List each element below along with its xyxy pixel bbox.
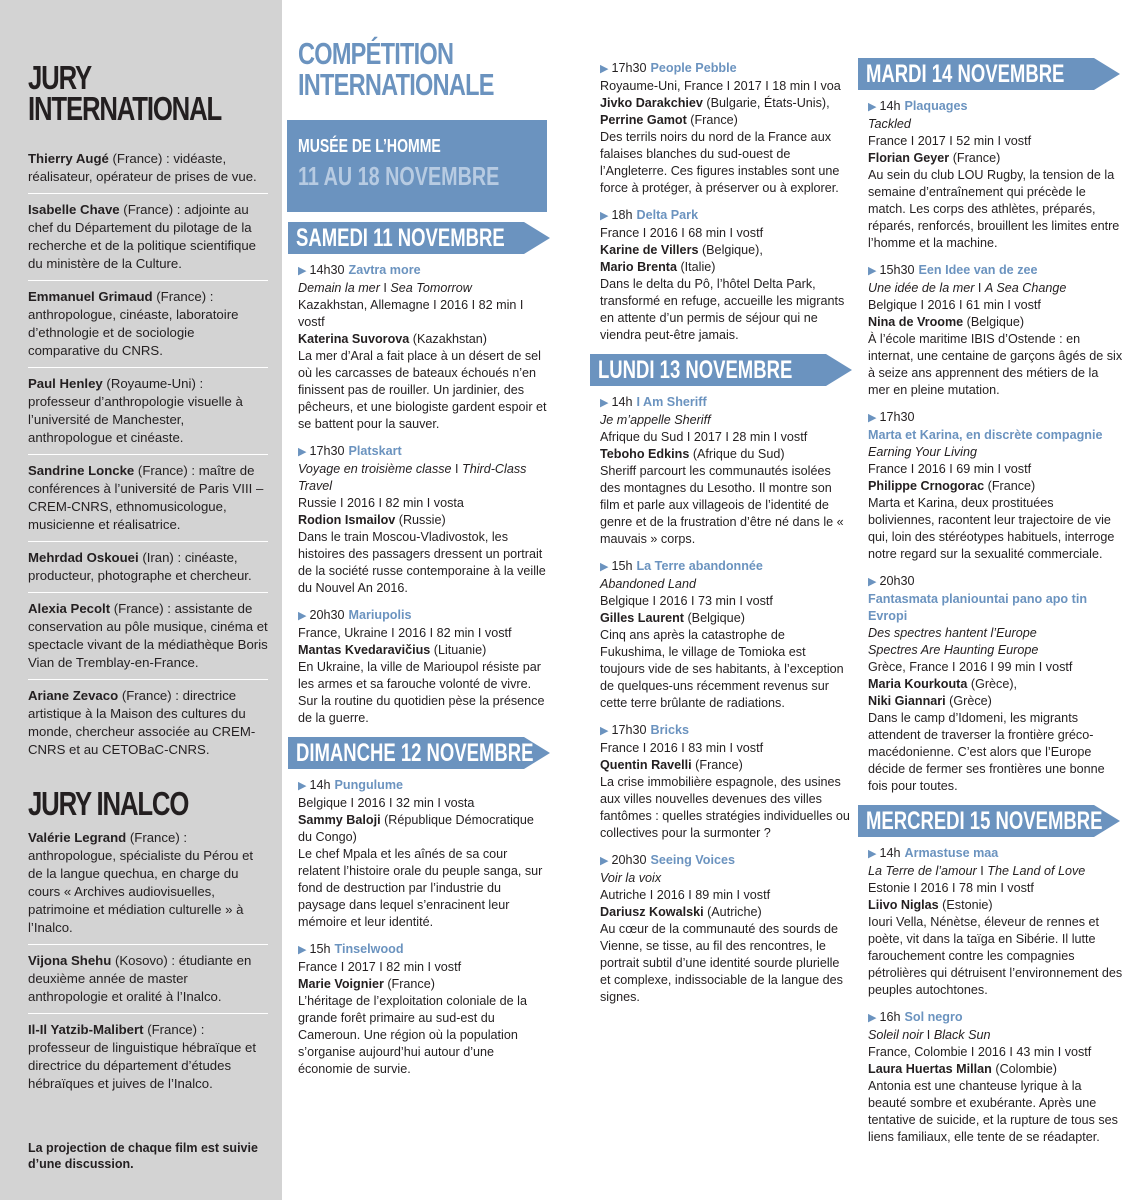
director-name: Mario Brenta (600, 260, 677, 274)
director-country: (Belgique), (698, 243, 763, 257)
film-header (298, 262, 548, 280)
film-synopsis: Dans le camp d’Idomeni, les migrants attendent de traverser la frontière gréco-macédonienne. C’est alors que l’Europe décide de fermer ses frontières une bonne fois pour toutes. (868, 711, 1105, 793)
film-alt-title-en: The Land of Love (987, 864, 1086, 878)
director-country: (Estonie) (938, 898, 993, 912)
film-time: 18h (611, 208, 633, 222)
film-time: 15h (309, 942, 331, 956)
film-synopsis: Dans le delta du Pô, l’hôtel Delta Park, transformé en refuge, accueille les migrants en attente d’un permis de séjour qui ne viendra peut-être jamais. (600, 277, 845, 342)
jury-member-description: (France) : anthropologue, cinéaste, laboratoire d’ethnologie et de sociologie comparative du CNRS. (28, 289, 239, 358)
film-alt-title-fr: Soleil noir (868, 1028, 924, 1042)
film-time: 16h (879, 1010, 901, 1024)
jury-international-title: JURY INTERNATIONAL (28, 59, 222, 127)
director-name: Laura Huertas Millan (868, 1062, 992, 1076)
film-entry[interactable] (298, 262, 548, 433)
film-alt-title-fr: Des spectres hantent l’Europe (868, 626, 1037, 640)
film-synopsis: Marta et Karina, deux prostituées boliviennes, racontent leur trajectoire de vie qui, loin des stéréotypes habituels, interroge notre regard sur la sexualité commerciale. (868, 496, 1115, 561)
jury-sidebar-content (28, 59, 268, 1100)
film-title[interactable]: I Am Sheriff (636, 395, 707, 409)
film-meta: Afrique du Sud I 2017 I 28 min I vostf (600, 430, 808, 444)
film-header (600, 558, 850, 576)
film-director (600, 95, 850, 112)
play-arrow-icon: ▶ (600, 561, 609, 573)
film-entry[interactable] (868, 98, 1123, 252)
film-meta: Kazakhstan, Allemagne I 2016 I 82 min I vostf (298, 298, 524, 329)
director-country: (Lituanie) (430, 643, 487, 657)
schedule-column-2 (600, 60, 850, 1016)
film-time: 17h30 (611, 61, 647, 75)
film-alt-titles (600, 576, 850, 593)
director-name: Sammy Baloji (298, 813, 381, 827)
director-name: Perrine Gamot (600, 113, 687, 127)
film-alt-title-en: Third-Class Travel (298, 462, 527, 493)
film-title[interactable]: Sol negro (904, 1010, 963, 1024)
film-director (298, 331, 548, 348)
film-header (298, 941, 548, 959)
film-time: 17h30 (879, 410, 915, 424)
jury-member (28, 680, 268, 766)
film-director (600, 259, 850, 276)
venue-name: MUSÉE DE L’HOMME (298, 136, 441, 156)
film-meta: Belgique I 2016 I 73 min I vostf (600, 594, 773, 608)
film-meta: France, Ukraine I 2016 I 82 min I vostf (298, 626, 512, 640)
title-separator: I (974, 281, 985, 295)
film-director (298, 976, 548, 993)
film-meta: France I 2016 I 68 min I vostf (600, 226, 764, 240)
director-name: Gilles Laurent (600, 611, 684, 625)
film-meta: France I 2016 I 69 min I vostf (868, 462, 1032, 476)
film-synopsis: L’héritage de l’exploitation coloniale de la grande forêt primaire au sud-est du Cameroun. Une région où la population s’organise aujourd’hui autour d’une économie de survie. (298, 994, 527, 1076)
film-time: 14h30 (309, 263, 345, 277)
film-time: 17h30 (611, 723, 647, 737)
jury-member-name: Alexia Pecolt (28, 601, 111, 616)
film-time: 15h30 (879, 263, 915, 277)
director-name: Jivko Darakchiev (600, 96, 703, 110)
jury-member-name: Ariane Zevaco (28, 688, 119, 703)
film-header (298, 443, 548, 461)
film-alt-title-fr: Voir la voix (600, 871, 662, 885)
film-alt-titles (298, 280, 548, 297)
film-meta: Grèce, France I 2016 I 99 min I vostf (868, 660, 1073, 674)
director-country: (Belgique) (963, 315, 1025, 329)
jury-member (28, 593, 268, 680)
play-arrow-icon: ▶ (298, 780, 307, 792)
film-synopsis: Antonia est une chanteuse lyrique à la beauté sombre et exubérante. Après une tentative de suicide, et la rupture de tous ses liens familiaux, elle tente de se réadapter. (868, 1079, 1118, 1144)
jury-member-description: (France) : professeur de linguistique hébraïque et directrice du département d’études hébraïques et juives de l’Inalco. (28, 1022, 257, 1091)
director-name: Philippe Crnogorac (868, 479, 985, 493)
jury-member (28, 542, 268, 593)
film-director (298, 812, 548, 846)
film-meta: France I 2017 I 52 min I vostf (868, 134, 1032, 148)
film-synopsis: Iouri Vella, Nénètse, éleveur de rennes et poète, vit dans la taïga en Sibérie. Il lutte farouchement contre les compagnies pétrolières qui détruisent l’environnement des peuples autochtones. (868, 915, 1123, 997)
film-synopsis: La mer d’Aral a fait place à un désert de sel où les carcasses de bateaux échoués n’en finissent pas de rouiller. Un jardinier, des pêcheurs, et une biologiste gardent espoir et se battent pour la sauver. (298, 349, 547, 431)
director-country: (Kazakhstan) (409, 332, 487, 346)
film-director (600, 446, 850, 463)
film-synopsis: Dans le train Moscou-Vladivostok, les histoires des passagers dressent un portrait de la société russe contemporaine à la veille du Nouvel An 2016. (298, 530, 546, 595)
director-country: (Bulgarie, États-Unis), (702, 96, 830, 110)
film-synopsis: En Ukraine, la ville de Marioupol résiste par les armes et sa farouche volonté de vivre. Sur la routine du quotidien pèse la présence de la guerre. (298, 660, 545, 725)
jury-member-name: Emmanuel Grimaud (28, 289, 153, 304)
film-meta: Royaume-Uni, France I 2017 I 18 min I voa (600, 79, 841, 93)
film-entry[interactable] (600, 558, 850, 712)
play-arrow-icon: ▶ (600, 397, 609, 409)
jury-member-name: Sandrine Loncke (28, 463, 135, 478)
film-alt-title-en: Sea Tomorrow (390, 281, 472, 295)
film-alt-title-en: Black Sun (933, 1028, 991, 1042)
film-director (298, 642, 548, 659)
director-name: Katerina Suvorova (298, 332, 410, 346)
play-arrow-icon: ▶ (868, 1012, 877, 1024)
film-synopsis: Au cœur de la communauté des sourds de Vienne, se tisse, au fil des rencontres, le portrait subtil d’une identité sourde plurielle et complexe, indissociable de la langue des signes. (600, 922, 843, 1004)
play-arrow-icon: ▶ (868, 101, 877, 113)
jury-member-name: Thierry Augé (28, 151, 109, 166)
film-entry[interactable] (868, 845, 1123, 999)
film-time: 14h (879, 846, 901, 860)
director-name: Marie Voignier (298, 977, 384, 991)
film-time: 17h30 (309, 444, 345, 458)
jury-member-description: (France) : maître de conférences à l’université de Paris VIII – CREM-CNRS, ethnomusicologue, musicienne et réalisatrice. (28, 463, 264, 532)
title-separator: I (451, 462, 463, 476)
film-alt-title-en: A Sea Change (984, 281, 1067, 295)
film-alt-titles (868, 280, 1123, 297)
film-time: 15h (611, 559, 633, 573)
jury-member (28, 150, 268, 194)
film-synopsis: À l’école maritime IBIS d’Ostende : en internat, une centaine de garçons âgés de six à seize ans apprennent des métiers de la mer en pleine mutation. (868, 332, 1123, 397)
film-header (868, 1009, 1123, 1027)
play-arrow-icon: ▶ (298, 610, 307, 622)
day-header-sunday: DIMANCHE 12 NOVEMBRE (288, 737, 548, 769)
film-entry[interactable] (600, 207, 850, 344)
jury-member (28, 455, 268, 542)
title-separator: I (923, 1028, 934, 1042)
film-entry[interactable] (600, 852, 850, 1006)
jury-member-description: (France) : vidéaste, réalisateur, opérateur de prises de vue. (28, 151, 257, 184)
play-arrow-icon: ▶ (868, 848, 877, 860)
film-alt-titles (298, 461, 548, 495)
director-country: (Grèce) (945, 694, 992, 708)
director-country: (Autriche) (703, 905, 762, 919)
director-name: Karine de Villers (600, 243, 699, 257)
film-header (298, 777, 548, 795)
film-time: 14h (879, 99, 901, 113)
jury-sidebar (0, 0, 282, 1200)
film-title[interactable]: La Terre abandonnée (636, 559, 763, 573)
film-synopsis: Des terrils noirs du nord de la France aux falaises blanches du sud-ouest de l’Angleterre. Ces figures instables sont une force à protéger, à préserver ou à explorer. (600, 130, 840, 195)
title-separator: I (379, 281, 391, 295)
film-header (868, 262, 1123, 280)
film-title[interactable]: Mariupolis (348, 608, 412, 622)
director-name: Quentin Ravelli (600, 758, 692, 772)
film-title[interactable]: Zavtra more (348, 263, 421, 277)
jury-member (28, 194, 268, 281)
director-country: (Grèce), (967, 677, 1018, 691)
film-header (600, 722, 850, 740)
film-entry[interactable] (868, 262, 1123, 399)
schedule-column-1 (298, 38, 548, 1088)
play-arrow-icon: ▶ (600, 725, 609, 737)
film-meta: Estonie I 2016 I 78 min I vostf (868, 881, 1034, 895)
film-title[interactable]: Marta et Karina, en discrète compagnie (868, 428, 1103, 442)
day-header-tuesday: MARDI 14 NOVEMBRE (858, 58, 1123, 90)
film-alt-titles (868, 444, 1123, 461)
jury-member-name: Paul Henley (28, 376, 103, 391)
director-name: Niki Giannari (868, 694, 946, 708)
jury-member-name: Vijona Shehu (28, 953, 112, 968)
director-country: (République Démocratique du Congo) (298, 813, 534, 844)
film-header (600, 394, 850, 412)
film-director (600, 112, 850, 129)
film-entry[interactable] (298, 443, 548, 597)
film-header (298, 607, 548, 625)
film-director (600, 757, 850, 774)
film-title[interactable]: Fantasmata planiountai pano apo tin Evropi (868, 592, 1088, 623)
schedule-column-3 (868, 58, 1123, 1156)
jury-member-description: (Kosovo) : étudiante en deuxième année de master anthropologie et oralité à l’Inalco. (28, 953, 252, 1004)
director-name: Rodion Ismailov (298, 513, 396, 527)
film-title[interactable]: Tinselwood (334, 942, 404, 956)
film-director (600, 610, 850, 627)
film-director (868, 676, 1123, 693)
play-arrow-icon: ▶ (298, 446, 307, 458)
film-alt-title-fr: Earning Your Living (868, 445, 977, 459)
film-alt-titles (600, 870, 850, 887)
film-entry[interactable] (600, 722, 850, 842)
film-director (868, 897, 1123, 914)
film-entry[interactable] (298, 607, 548, 727)
director-name: Nina de Vroome (868, 315, 964, 329)
film-header (600, 207, 850, 225)
film-title[interactable]: Platskart (348, 444, 402, 458)
director-name: Dariusz Kowalski (600, 905, 704, 919)
play-arrow-icon: ▶ (298, 265, 307, 277)
venue-banner (287, 120, 547, 212)
international-jury-list (28, 150, 268, 766)
footnote: La projection de chaque film est suivie d’une discussion. (28, 1141, 258, 1171)
film-alt-titles (868, 116, 1123, 133)
jury-member-name: Mehrdad Oskouei (28, 550, 139, 565)
film-alt-title-fr: Abandoned Land (600, 577, 696, 591)
jury-member-description: (Royaume-Uni) : professeur d’anthropologie visuelle à l’université de Manchester, anthropologue et cinéaste. (28, 376, 243, 445)
jury-member-name: Il-Il Yatzib-Malibert (28, 1022, 144, 1037)
film-header (868, 409, 1123, 427)
director-country: (France) (383, 977, 435, 991)
film-alt-titles (600, 412, 850, 429)
film-time: 20h30 (611, 853, 647, 867)
film-director (868, 314, 1123, 331)
film-synopsis: Cinq ans après la catastrophe de Fukushima, le village de Tomioka est toujours vide de ses habitants, à l’exception de quelques-uns récemment revenus sur cette terre brûlante de radiations. (600, 628, 844, 710)
film-title[interactable]: Pungulume (334, 778, 404, 792)
director-name: Maria Kourkouta (868, 677, 968, 691)
film-entry[interactable] (868, 409, 1123, 563)
film-title[interactable]: Seeing Voices (650, 853, 735, 867)
film-alt-title-fr: La Terre de l’amour (868, 864, 977, 878)
film-meta: Russie I 2016 I 82 min I vosta (298, 496, 464, 510)
jury-member-description: (France) : anthropologue, spécialiste du Pérou et de la langue quechua, en charge du cours « Archives audiovisuelles, patrimoine et médiation culturelle » à l’Inalco. (28, 830, 254, 935)
film-time: 20h30 (879, 574, 915, 588)
film-director (868, 1061, 1123, 1078)
film-title[interactable]: Een Idee van de zee (918, 263, 1038, 277)
director-name: Teboho Edkins (600, 447, 690, 461)
film-entry[interactable] (868, 1009, 1123, 1146)
film-title[interactable]: People Pebble (650, 61, 737, 75)
director-country: (Afrique du Sud) (689, 447, 785, 461)
film-meta: France, Colombie I 2016 I 43 min I vostf (868, 1045, 1092, 1059)
film-director (600, 904, 850, 921)
jury-member (28, 945, 268, 1014)
play-arrow-icon: ▶ (600, 210, 609, 222)
director-name: Liivo Niglas (868, 898, 939, 912)
jury-member-description: (France) : assistante de conservation au pôle musique, cinéma et spectacle vivant de la médiathèque Boris Vian de Tremblay-en-France. (28, 601, 268, 670)
film-alt-title-fr: Une idée de la mer (868, 281, 975, 295)
section-title: COMPÉTITION INTERNATIONALE (298, 36, 494, 102)
jury-member (28, 1014, 268, 1100)
director-country: (France) (686, 113, 738, 127)
director-name: Mantas Kvedaravičius (298, 643, 431, 657)
director-country: (Colombie) (991, 1062, 1057, 1076)
film-director (868, 150, 1123, 167)
play-arrow-icon: ▶ (868, 412, 877, 424)
film-time: 14h (309, 778, 331, 792)
director-country: (Italie) (676, 260, 716, 274)
film-alt-title-fr: Je m’appelle Sheriff (600, 413, 711, 427)
film-entry[interactable] (600, 394, 850, 548)
jury-member (28, 368, 268, 455)
jury-inalco-title: JURY INALCO (28, 785, 189, 822)
play-arrow-icon: ▶ (600, 63, 609, 75)
jury-member-name: Isabelle Chave (28, 202, 120, 217)
film-title[interactable]: Delta Park (636, 208, 699, 222)
film-entry[interactable] (298, 777, 548, 931)
film-alt-title-en: Spectres Are Haunting Europe (868, 643, 1039, 657)
film-header (868, 98, 1123, 116)
film-meta: Autriche I 2016 I 89 min I vostf (600, 888, 771, 902)
venue-dates: 11 AU 18 NOVEMBRE (298, 161, 500, 191)
film-synopsis: Le chef Mpala et les aînés de sa cour relatent l’histoire orale du peuple sanga, sur fond de destruction par l’industrie du paysage dans lequel s’enracinent leur mémoire et leur identité. (298, 847, 543, 929)
film-alt-title-fr: Tackled (868, 117, 911, 131)
film-header (600, 60, 850, 78)
director-name: Florian Geyer (868, 151, 950, 165)
film-header (868, 845, 1123, 863)
film-title[interactable]: Armastuse maa (904, 846, 999, 860)
jury-member (28, 829, 268, 945)
jury-member (28, 281, 268, 368)
film-alt-titles (868, 625, 1123, 642)
film-title[interactable]: Bricks (650, 723, 690, 737)
film-alt-titles (868, 1027, 1123, 1044)
film-director (298, 512, 548, 529)
film-meta: Belgique I 2016 I 32 min I vosta (298, 796, 475, 810)
film-meta: France I 2016 I 83 min I vostf (600, 741, 764, 755)
film-entry[interactable] (298, 941, 548, 1078)
film-time: 20h30 (309, 608, 345, 622)
play-arrow-icon: ▶ (298, 944, 307, 956)
film-director (868, 478, 1123, 495)
title-separator: I (976, 864, 988, 878)
director-country: (France) (984, 479, 1036, 493)
film-alt-titles (868, 863, 1123, 880)
film-header (868, 573, 1123, 591)
film-meta: Belgique I 2016 I 61 min I vostf (868, 298, 1041, 312)
day-header-saturday: SAMEDI 11 NOVEMBRE (288, 222, 548, 254)
inalco-jury-list (28, 829, 268, 1100)
film-director (600, 242, 850, 259)
jury-member-description: (Iran) : cinéaste, producteur, photographe et chercheur. (28, 550, 252, 583)
film-synopsis: Au sein du club LOU Rugby, la tension de la semaine d’entraînement qui précède le match. Les corps des athlètes, préparés, réparés, renforcés, brouillent les limites entre l’homme et la machine. (868, 168, 1120, 250)
jury-member-description: (France) : adjointe au chef du Département du pilotage de la recherche et de la politique scientifique du ministère de la Culture. (28, 202, 256, 271)
day-header-monday: LUNDI 13 NOVEMBRE (590, 354, 850, 386)
film-meta: France I 2017 I 82 min I vostf (298, 960, 462, 974)
play-arrow-icon: ▶ (868, 576, 877, 588)
play-arrow-icon: ▶ (600, 855, 609, 867)
day-header-wednesday: MERCREDI 15 NOVEMBRE (858, 805, 1123, 837)
director-country: (Russie) (395, 513, 446, 527)
director-country: (France) (949, 151, 1001, 165)
film-synopsis: Sheriff parcourt les communautés isolées des montagnes du Lesotho. Il montre son film et parle aux villageois de l’identité de genre et de la frustration d’être né dans le « mauvais » corps. (600, 464, 844, 546)
film-entry[interactable] (868, 573, 1123, 795)
jury-member-description: (France) : directrice artistique à la Maison des cultures du monde, chercheur associée au CREM-CNRS et au CETOBaC-CNRS. (28, 688, 256, 757)
film-time: 14h (611, 395, 633, 409)
film-alt-title-fr: Demain la mer (298, 281, 380, 295)
film-alt-title-fr: Voyage en troisième classe (298, 462, 452, 476)
director-country: (Belgique) (683, 611, 745, 625)
film-entry[interactable] (600, 60, 850, 197)
jury-member-name: Valérie Legrand (28, 830, 127, 845)
film-director (868, 693, 1123, 710)
film-synopsis: La crise immobilière espagnole, des usines aux villes nouvelles devenues des villes fantômes : quelles stratégies individuelles ou collectives pour la surmonter ? (600, 775, 850, 840)
play-arrow-icon: ▶ (868, 265, 877, 277)
film-title[interactable]: Plaquages (904, 99, 968, 113)
director-country: (France) (691, 758, 743, 772)
film-header (600, 852, 850, 870)
